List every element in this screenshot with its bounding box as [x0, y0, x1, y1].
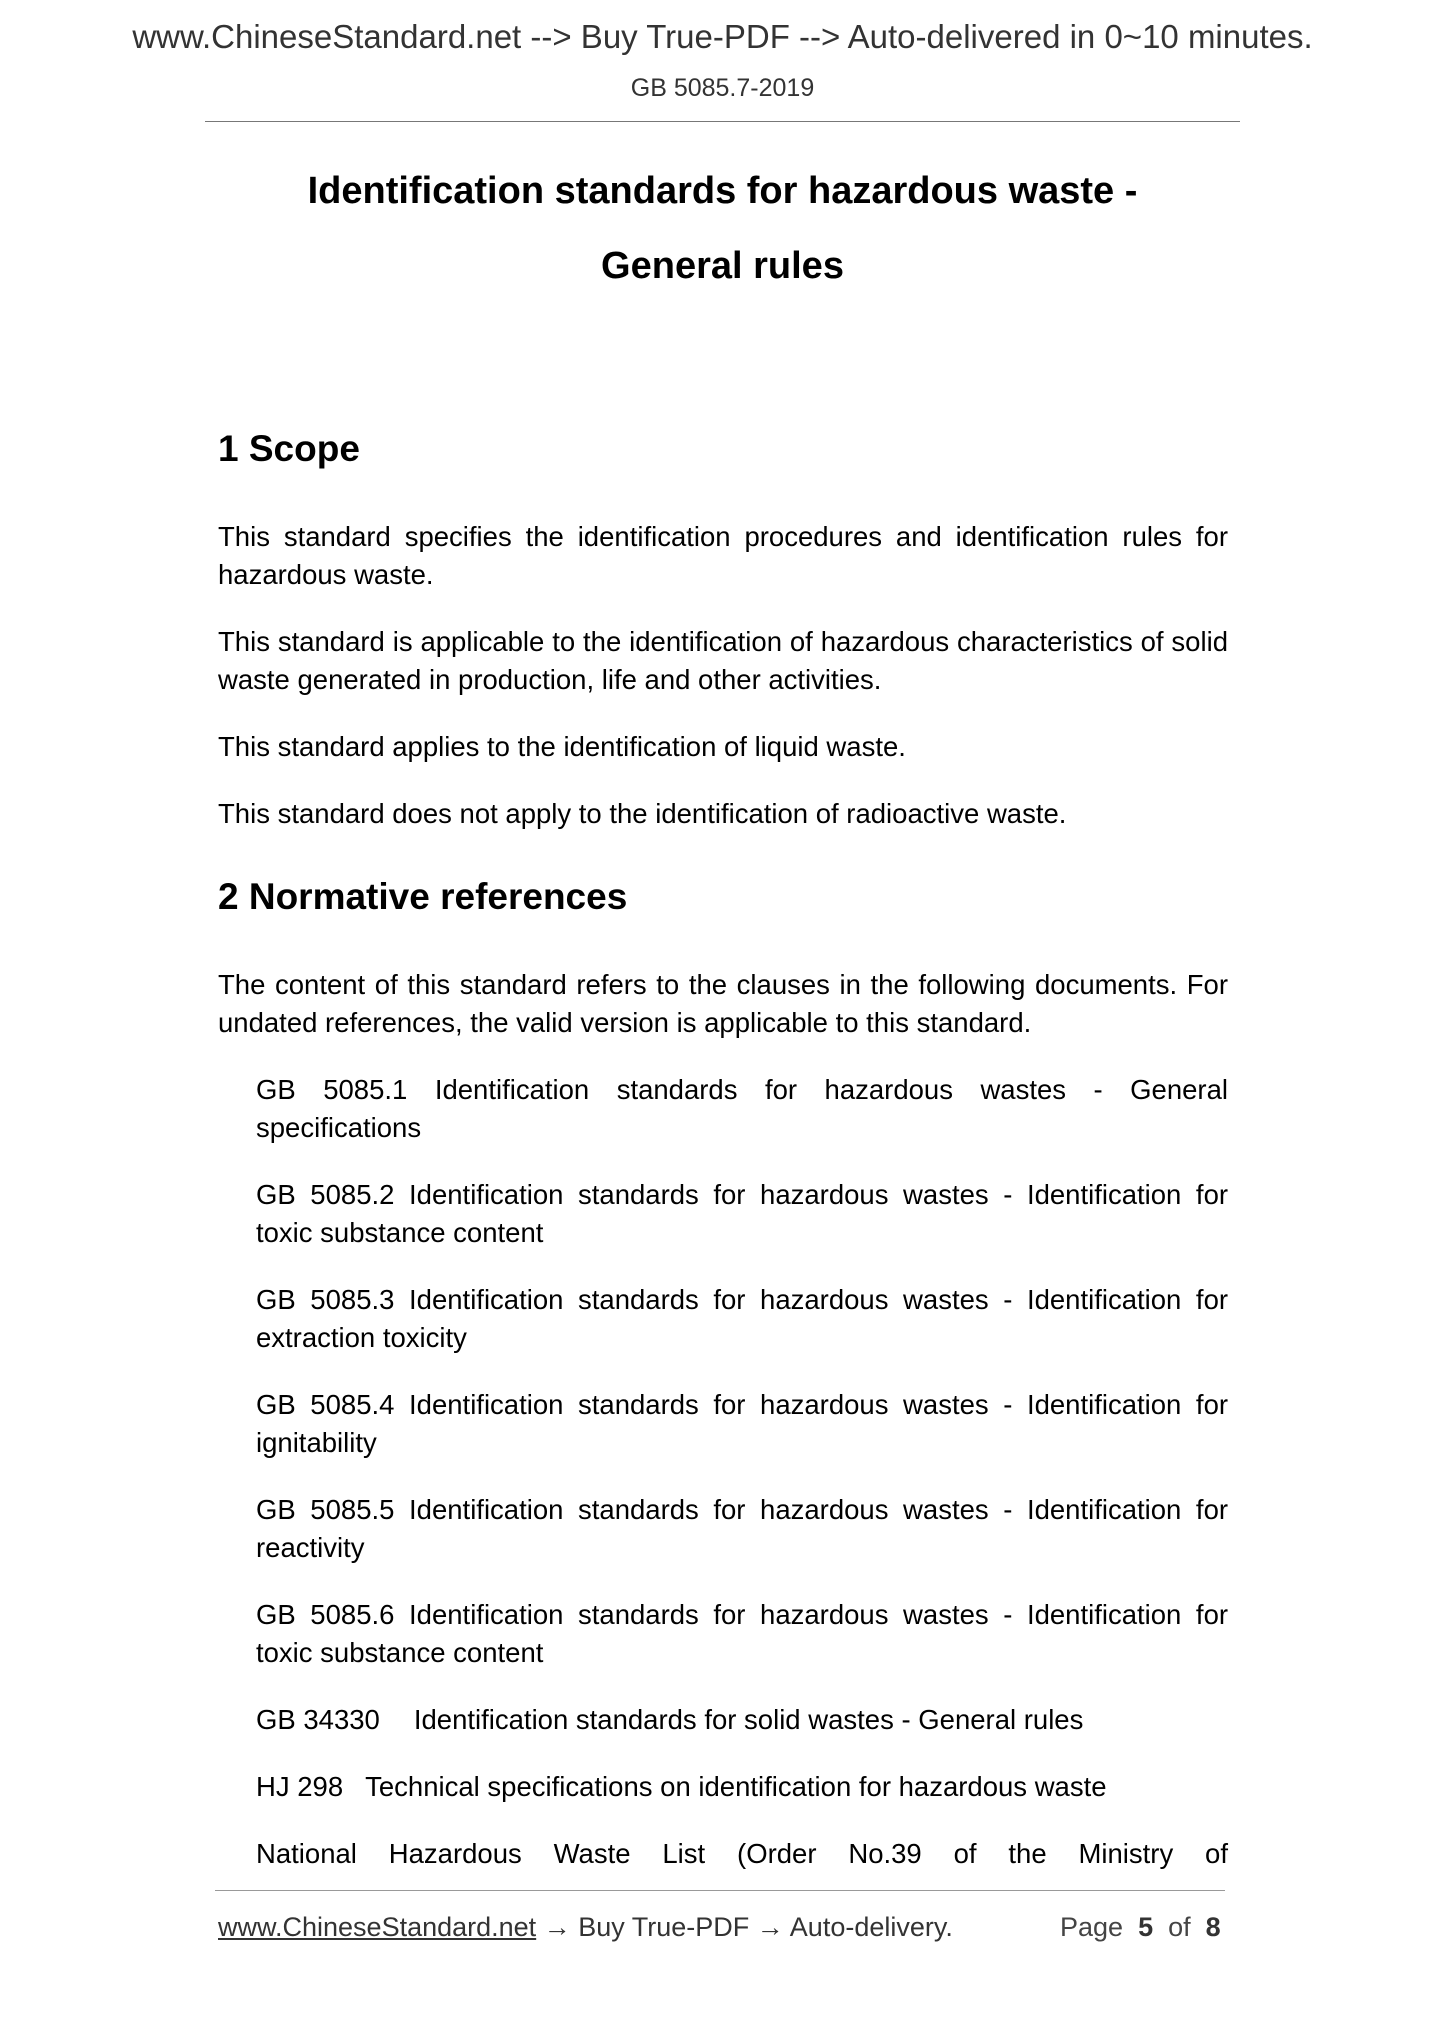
scope-paragraph-1: This standard specifies the identification procedures and identification rules for hazardous waste.: [218, 521, 1228, 590]
page-of-label: of: [1168, 1912, 1191, 1942]
section-heading-scope: 1 Scope: [218, 428, 360, 469]
reference-title: Identification standards for hazardous wastes - Identification for extraction toxicity: [256, 1284, 1229, 1353]
reference-item: [256, 1491, 1228, 1567]
reference-title: National Hazardous Waste List (Order No.39 of the Ministry of: [256, 1838, 1228, 1869]
reference-item: [256, 1701, 1228, 1739]
scope-paragraph-4: This standard does not apply to the identification of radioactive waste.: [218, 798, 1067, 829]
scope-paragraph-2: This standard is applicable to the identification of hazardous characteristics of solid waste generated in production, life and other activities.: [218, 626, 1228, 695]
footer-site-link[interactable]: www.ChineseStandard.net: [218, 1912, 537, 1942]
reference-title: Identification standards for hazardous wastes - Identification for reactivity: [256, 1494, 1229, 1563]
reference-title: Identification standards for solid wastes - General rules: [413, 1704, 1084, 1735]
reference-code: GB 5085.5: [256, 1494, 395, 1525]
document-title-line1: Identification standards for hazardous waste -: [307, 170, 1138, 212]
arrow-right-icon: →: [756, 1912, 784, 1942]
reference-item: [256, 1768, 1228, 1806]
reference-item: [256, 1071, 1228, 1147]
footer-delivery-text: Auto-delivery.: [789, 1912, 953, 1942]
reference-item: [256, 1176, 1228, 1252]
reference-title: Technical specifications on identification for hazardous waste: [365, 1771, 1107, 1802]
document-title-line2: General rules: [601, 245, 844, 287]
reference-code: GB 34330: [256, 1704, 380, 1735]
page-indicator: [1060, 1912, 1221, 1943]
reference-code: GB 5085.6: [256, 1599, 395, 1630]
page-total: 8: [1205, 1912, 1221, 1942]
reference-code: GB 5085.2: [256, 1179, 395, 1210]
references-intro-paragraph: The content of this standard refers to the clauses in the following documents. For undated references, the valid version is applicable to this standard.: [218, 969, 1228, 1038]
reference-item: [256, 1596, 1228, 1672]
footer-buy-text: Buy True-PDF: [578, 1912, 750, 1942]
reference-title: Identification standards for hazardous wastes - Identification for toxic substance content: [256, 1599, 1229, 1668]
header-standard-code: GB 5085.7-2019: [630, 74, 815, 102]
page-current: 5: [1138, 1912, 1154, 1942]
reference-title: Identification standards for hazardous wastes - Identification for ignitability: [256, 1389, 1229, 1458]
reference-item: [256, 1835, 1228, 1873]
reference-code: GB 5085.1: [256, 1074, 408, 1105]
page-label: Page: [1060, 1912, 1124, 1942]
reference-code: GB 5085.4: [256, 1389, 395, 1420]
reference-code: GB 5085.3: [256, 1284, 395, 1315]
reference-code: HJ 298: [256, 1771, 344, 1802]
header-banner: www.ChineseStandard.net --> Buy True-PDF --> Auto-delivered in 0~10 minutes.: [132, 18, 1313, 55]
header-divider: [205, 121, 1240, 122]
reference-title: Identification standards for hazardous wastes - Identification for toxic substance content: [256, 1179, 1229, 1248]
reference-item: [256, 1386, 1228, 1462]
reference-title: Identification standards for hazardous wastes - General specifications: [256, 1074, 1228, 1143]
footer-purchase-info: [218, 1912, 953, 1943]
reference-item: [256, 1281, 1228, 1357]
scope-paragraph-3: This standard applies to the identification of liquid waste.: [218, 731, 906, 762]
arrow-right-icon: →: [543, 1912, 571, 1942]
section-heading-normative-references: 2 Normative references: [218, 876, 628, 917]
footer-divider: [215, 1890, 1225, 1891]
